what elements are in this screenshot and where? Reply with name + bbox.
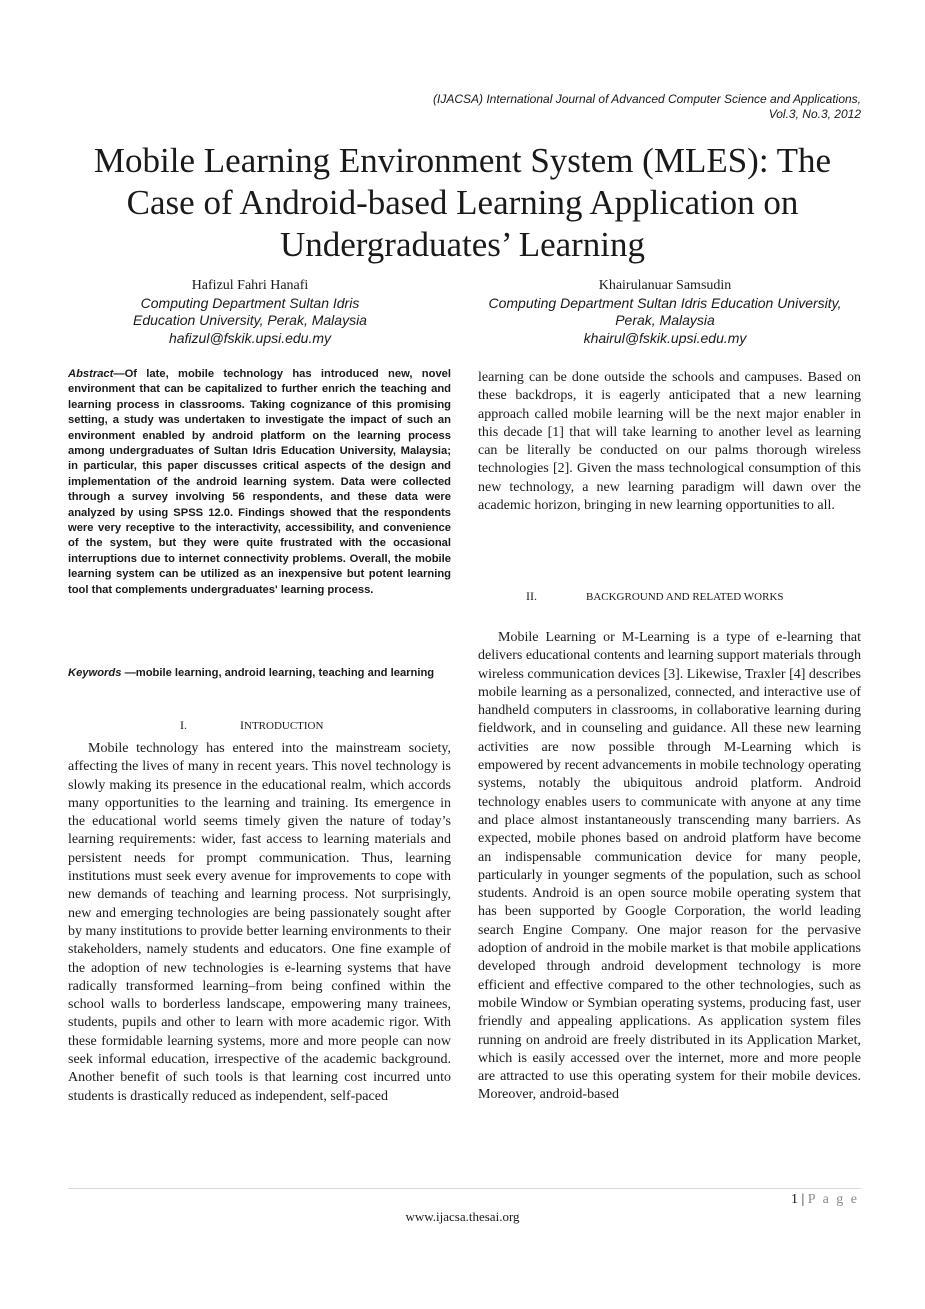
abstract-text: —Of late, mobile technology has introduced new, novel environment that can be capitalized to further enrich the teaching and learning process in classrooms. Taking cognizance of this promising setting, a study was undertaken to investigate the impact of such an environment enabled by android platform on the learning process among undergraduates of Sultan Idris Education University, Malaysia; in particular, this paper discusses critical aspects of the design and implementation of the android learning system. Data were collected through a survey involving 56 respondents, and these data were analyzed by using SPSS 12.0. Findings showed that the respondents were very receptive to the interactivity, accessibility, and convenience of the system, but they were quite frustrated with the occasional interruptions due to internet connectivity problems. Overall, the mobile learning system can be utilized as an inexpensive but potent learning tool that complements undergraduates' learning process. bbox=[68, 368, 451, 596]
author-affiliation: Computing Department Sultan Idris bbox=[140, 294, 360, 311]
section-number: II. bbox=[526, 589, 537, 603]
author-name: Khairulanuar Samsudin bbox=[598, 278, 732, 293]
author-affiliation: Computing Department Sultan Idris Education University, bbox=[488, 294, 842, 311]
introduction-continuation: learning can be done outside the schools and campuses. Based on these backdrops, it is eagerly anticipated that a new learning approach called mobile learning will be the next major enabler in this decade [1] that will take learning to another level as learning can be literally be conducted on our palms thorough wireless technologies [2]. Given the mass technological consumption of this new technology, a new learning paradigm will dawn over the academic horizon, bringing in new learning opportunities to all. bbox=[478, 370, 861, 514]
author-block-1 bbox=[105, 277, 395, 347]
abstract-label: Abstract bbox=[68, 368, 114, 380]
background-paragraph: Mobile Learning or M-Learning is a type of e-learning that delivers educational contents and learning support materials through wireless communication devices [3]. Likewise, Traxler [4] describes mobile learning as a personalized, connected, and interactive use of handheld computers in classrooms, in collaborative learning during fieldwork, and in counseling and guidance. All these new learning activities are now possible through M-Learning which is empowered by recent advancements in mobile technology operating systems, notably the ubiquitous android platform. Android technology enables users to communicate with anyone at any time and place almost instantaneously transcending many barriers. As expected, mobile phones based on android platform have become an indispensable communication device for many people, particularly in younger segments of the population, such as school students. Android is an open source mobile operating system that has been supported by Google Corporation, the world leading search Engine Company. One major reason for the pervasive adoption of android in the mobile market is that mobile applications developed through android development technology is more efficient and effective compared to the other technologies, such as mobile Window or Symbian operating systems, producing fast, user friendly and appealing applications. As application system files running on android are freely distributed in its Application Market, which is easily accessed over the internet, more and more people are attracted to use this operating system for their mobile devices. Moreover, android-based bbox=[478, 630, 861, 1103]
journal-header bbox=[341, 92, 861, 122]
author-block-2 bbox=[470, 277, 860, 347]
page-label: P a g e bbox=[807, 1192, 859, 1207]
keywords-label: Keywords bbox=[68, 667, 122, 679]
journal-volume: Vol.3, No.3, 2012 bbox=[768, 107, 861, 121]
footer-divider bbox=[68, 1188, 861, 1189]
section-title-rest: NTRODUCTION bbox=[244, 720, 324, 732]
section-number: I. bbox=[180, 718, 187, 732]
section-title: BACKGROUND AND RELATED WORKS bbox=[586, 591, 784, 603]
author-affiliation: Education University, Perak, Malaysia bbox=[133, 312, 367, 328]
journal-name: (IJACSA) International Journal of Advanced Computer Science and Applications, bbox=[432, 92, 861, 106]
author-email: hafizul@fskik.upsi.edu.my bbox=[168, 329, 332, 346]
title-line-1: Mobile Learning Environment System (MLES): The bbox=[93, 141, 832, 180]
page-number-value: 1 bbox=[790, 1192, 798, 1207]
author-affiliation: Perak, Malaysia bbox=[615, 312, 715, 328]
page-number bbox=[791, 1191, 859, 1209]
section-heading-background bbox=[478, 589, 861, 605]
keywords-text: —mobile learning, android learning, teaching and learning bbox=[121, 667, 435, 679]
author-name: Hafizul Fahri Hanafi bbox=[191, 278, 309, 293]
author-email: khairul@fskik.upsi.edu.my bbox=[583, 329, 747, 346]
footer-url: www.ijacsa.thesai.org bbox=[405, 1209, 520, 1224]
title-line-3: Undergraduates’ Learning bbox=[279, 225, 646, 264]
section-heading-introduction bbox=[68, 718, 451, 734]
introduction-paragraph: Mobile technology has entered into the mainstream society, affecting the lives of many in recent years. This novel technology is slowly making its presence in the educational realm, which accords many opportunities to the learning and training. Its emergence in the educational world seems timely given the nature of today’s learning requirements: wider, fast access to learning materials and persistent needs for prompt communication. Thus, learning institutions must seek every avenue for improvements to cope with new demands of teaching and learning process. Not surprisingly, new and emerging technologies are being passionately sought after by many institutions to provide better learning environments to their stakeholders, namely students and educators. One fine example of the adoption of new technologies is e-learning systems that have radically transformed learning–from being confined within the school walls to borderless landscape, empowering many trainees, students, pupils and other to learn with more academic rigor. With these formidable learning systems, more and more people can now seek informal education, irrespective of the academic background. Another benefit of such tools is that learning cost incurred unto students is drastically reduced as independent, self-paced bbox=[68, 741, 451, 1104]
paper-title bbox=[40, 140, 885, 266]
keywords bbox=[68, 666, 451, 681]
title-line-2: Case of Android-based Learning Application on bbox=[126, 183, 799, 222]
section-title-initial: I bbox=[240, 718, 244, 732]
page-separator: | bbox=[797, 1192, 808, 1207]
abstract bbox=[68, 367, 451, 598]
